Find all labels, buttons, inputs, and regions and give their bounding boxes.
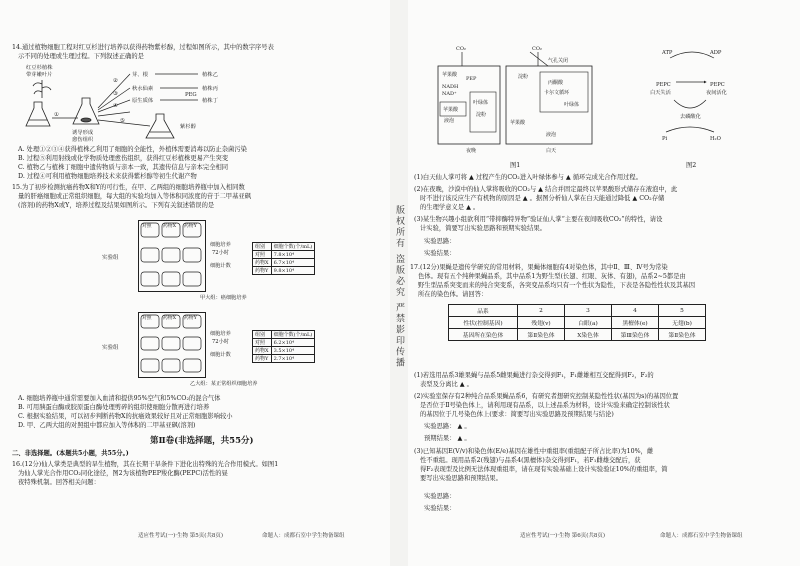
q14-callus-label-1: 诱导形成 <box>72 130 94 136</box>
erlenmeyer-flask-icon <box>146 114 174 138</box>
fig2-pepc-2a: PEPC <box>710 82 725 88</box>
q17-part-1-line-2: 表型及分离比 ▲ 。 <box>420 381 473 388</box>
fig1-bottom-night: 夜晚 <box>466 148 477 154</box>
q14-callus-label-2: 愈伤组织 <box>72 137 94 143</box>
q15-option-a: A. 细胞培养瓶中通常需要加入血清和提供95%空气和5%CO₂的混合气体 <box>18 395 221 402</box>
table-row2-3: X染色体 <box>565 329 612 341</box>
q14-source-label-1: 红豆杉植株 <box>26 65 53 71</box>
fig1-flask-label-2: 药物X <box>163 224 177 229</box>
fig1-right-1: PEP <box>466 76 477 82</box>
q17-part-2-result: 预期结果： ▲ 。 <box>424 435 471 442</box>
q14-source-label-2: 带芽嫩叶片 <box>26 72 53 78</box>
q16-stem-line-2: 为仙人掌光合作用CO₂同化途径，图2为该植物PEP羧化酶(PEPC)活性的昼 <box>18 470 228 477</box>
part-heading: 二、非选择题。(本题共5小题，共55分。) <box>12 450 129 457</box>
q14-option-a: A. 处理①②③④获得植株乙利用了细胞的全能性，外植体需要消毒以防止杂菌污染 <box>18 146 247 153</box>
q17-stem-line-1: 17.(12分)果蝇是遗传学研究的常用材料，果蝇体细胞有4对染色体，其中Ⅱ、Ⅲ、Ⅳ号为常染 <box>410 264 668 271</box>
q15-option-d: D. 甲、乙两大组的对照组中都应加入等体积的二甲基亚砜(溶剂) <box>18 422 196 429</box>
fig2-pepc-1b: 白天失活 <box>650 90 671 96</box>
fig1-right-3: 叶绿体 <box>564 102 580 108</box>
fig1-flask-label-3: 药物Y <box>184 224 197 229</box>
fig1-right-6: 苹果酸 <box>510 120 526 126</box>
q17-part-2-line-2: 是否位于Ⅱ号染色体上，请利用现有品系，以上述品系为材料，设计实验来确定控制该性状 <box>420 402 670 409</box>
q17-part-1-line-1: (1)若选用品系3雄果蝇与品系5雌果蝇进行杂交得到F₁，F₁雌雄相互交配得到F₂，F₂的 <box>414 372 654 379</box>
copyright-notice: 版权所有 盗版必究 严禁影印传播 <box>394 205 404 369</box>
fig1-co2-right: CO₂ <box>532 46 542 52</box>
fig1-mid-1: 细胞培养 <box>210 242 231 248</box>
fig1-right-7: 液泡 <box>546 132 557 138</box>
table-row2-5: 第Ⅱ染色体 <box>659 329 706 341</box>
fig1-group-label: 实验组 <box>102 255 119 261</box>
table-row1-4: 黑檀体(e) <box>612 317 659 329</box>
q15-option-b: B. 可用胰蛋白酶或胶原蛋白酶处理剪碎的组织使细胞分散再进行培养 <box>18 404 210 411</box>
fig2-flask-label-2: 药物X <box>163 316 177 321</box>
q17-part-2-line-1: (2)实验室保存有2种纯合品系果蝇品系6，有研究者想研究控制某隐性性状(基因为s)的基因位置 <box>414 393 679 400</box>
fig1-row2-count: 6.7×10⁴ <box>271 259 315 267</box>
table-head-2: 2 <box>518 305 565 317</box>
q16-result-label: 实验结果： <box>424 250 456 257</box>
fig1-mid-2: 72小时 <box>212 250 229 256</box>
q14-step-3: ③ <box>113 91 118 97</box>
figure-1-co2-pathway <box>436 44 596 154</box>
fig1-left-2: NADH <box>442 84 459 90</box>
q14-chem-1: 秋水仙素 <box>132 86 154 92</box>
q16-idea-label: 实验思路： <box>424 238 456 245</box>
fig2-atp: ATP <box>662 50 673 56</box>
q16-stem-line-1: 16.(12分)仙人掌类是典型的旱生植物，其在长期干旱条件下进化出特殊的光合作用模式。如图1 <box>12 461 279 468</box>
q17-part-3-line-2: 性不重组。现用品系2(残翅)与品系4(黑檀体)杂交得到F₁，若F₁雌雄交配后，获 <box>420 457 641 464</box>
callus-flask-icon <box>73 98 99 124</box>
plant-sprig-icon <box>33 80 51 98</box>
fig1-bottom-day: 白天 <box>546 148 557 154</box>
fig1-right-2: 淀粉 <box>518 74 529 80</box>
q15-figure-1 <box>102 214 350 304</box>
q14-step-2: ② <box>113 78 118 84</box>
fig2-adp: ADP <box>710 50 722 56</box>
fig2-row3-group: 药物Y <box>253 355 272 363</box>
q15-stem-line-3: (溶剂)的药物X或Y，培养过程及结果如图所示。下列有关叙述错误的是 <box>18 202 215 209</box>
left-footer-author: 命题人：成都石室中学生物备课组 <box>262 533 345 539</box>
q16-part-3-line-1: (3)某生物兴趣小组欲利用“带抑酶特异物”验证仙人掌“主要在夜间吸收CO₂”的特性，请设 <box>414 216 663 223</box>
q14-top-label: 芽、根 <box>132 72 148 78</box>
q14-step-5: ⑤ <box>120 118 125 124</box>
fig1-th-group: 组别 <box>253 243 272 251</box>
fig2-th-count: 细胞个数(个/mL) <box>271 331 315 339</box>
table-row2-2: 第Ⅱ染色体 <box>518 329 565 341</box>
fig1-left-sub-1: 叶绿体 <box>473 100 489 106</box>
fig2-pepc-1a: PEPC <box>656 82 671 88</box>
fig1-mid-3: 细胞计数 <box>210 263 231 269</box>
q14-stem-line-2: 示不同的处理或生理过程。下列叙述正确的是 <box>18 53 144 60</box>
table-row1-2: 残翅(v) <box>518 317 565 329</box>
fig1-result-table <box>252 242 315 275</box>
q14-product-1: 植株乙 <box>202 72 218 78</box>
fig2-h2o: H₂O <box>710 136 721 142</box>
fig1-left-4: 苹果酸 <box>443 107 459 113</box>
fig2-arrow-label: 去磷酸化 <box>680 114 701 120</box>
fig2-pi: Pi <box>662 136 668 142</box>
q16-part-3-line-2: 计实验，简要写出实验思路和预期实验结果。 <box>420 225 546 232</box>
fig1-stomata-label: 气孔关闭 <box>548 58 569 64</box>
table-head-5: 5 <box>659 305 706 317</box>
q14-option-b: B. 过程⑤利用射线或化学物质处理愈伤组织，获得红豆杉植株更易产生突变 <box>18 155 229 162</box>
figure-2-label: 图2 <box>686 162 697 169</box>
culture-flask-icon <box>26 102 50 126</box>
q17-part-3-line-4: 要写出实验思路和预期结果。 <box>420 475 502 482</box>
table-row1-5: 无翅(b) <box>659 317 706 329</box>
table-row2-4: 第Ⅲ染色体 <box>612 329 659 341</box>
figure-1-label: 图1 <box>510 162 521 169</box>
fig1-right-4: 丙酮酸 <box>548 80 564 86</box>
fig1-row1-count: 7.8×10⁴ <box>271 251 315 259</box>
fig2-row1-count: 6.2×10⁴ <box>271 339 315 347</box>
q16-part-2-line-1: (2)在夜晚，沙漠中的仙人掌将吸收的CO₂与 ▲ 结合并固定最终以苹果酸形式储存在液泡中，此 <box>414 186 678 193</box>
q14-culture-diagram <box>20 62 310 144</box>
fig1-row1-group: 对照 <box>253 251 272 259</box>
q14-step-1: ① <box>54 112 59 118</box>
q17-idea-label: 实验思路： <box>424 493 456 500</box>
q17-stem-line-2: 色体。现有五个纯种果蝇品系，其中品系1为野生型(长翅、红眼、灰体、有翅)，品系2~5都是由 <box>418 273 686 280</box>
table-head-3: 3 <box>565 305 612 317</box>
table-head-4: 4 <box>612 305 659 317</box>
fig2-flask-label-3: 药物Y <box>184 316 197 321</box>
fig2-row2-count: 3.5×10⁴ <box>271 347 315 355</box>
table-row1-label: 性状(控制基因) <box>449 317 518 329</box>
fig2-result-table <box>252 330 315 363</box>
q15-option-c: C. 根据实验结果，可以初步判断药物X的抗癌效果较好且对正常细胞影响较小 <box>18 413 233 420</box>
q14-option-d: D. 过程④可利用植物细胞培养技术来获得紫杉醇等初生代谢产物 <box>18 173 197 180</box>
fig1-left-5: 液泡 <box>444 118 455 124</box>
q17-part-2-idea: 实验思路： ▲ 。 <box>424 423 471 430</box>
table-row1-3: 白眼(a) <box>565 317 612 329</box>
fig2-pepc-2b: 夜间活化 <box>706 90 727 96</box>
fig2-row2-group: 药物X <box>253 347 272 355</box>
q17-part-3-line-1: (3)已知基因E(V/v)和染色体(E/e)基因在雄性中重组率(重组配子所占比率)为10%，雌 <box>414 448 654 455</box>
fig2-mid-2: 72小时 <box>212 339 229 345</box>
fig2-group-label: 实验组 <box>102 345 119 351</box>
q14-option-c: C. 植物乙与植株丁细胞中遗传物质与亲本一致，其遗传信息与亲本完全相同 <box>18 164 229 171</box>
q14-chem-2: 原生质体 <box>132 98 154 104</box>
q17-stem-line-4: 所在的染色体。请回答： <box>418 291 488 298</box>
q14-stem-line-1: 14.通过植物细胞工程对红豆杉进行培养以获得药物紫杉醇，过程如图所示，其中的数字序号表 <box>12 44 274 51</box>
q17-part-3-line-3: 得F₂表现型及比例无法体现重组率，请在现有实验基础上设计实验验证10%的重组率，简 <box>420 466 668 473</box>
fig2-caption: 乙大组：某正常组织细胞培养 <box>190 381 258 387</box>
fig2-mid-1: 细胞培养 <box>210 331 231 337</box>
q17-result-label: 实验结果： <box>424 505 456 512</box>
fig2-mid-3: 细胞计数 <box>210 352 231 358</box>
fig2-row3-count: 2.7×10⁴ <box>271 355 315 363</box>
q15-figure-2 <box>102 308 350 392</box>
q14-step-4: ④ <box>113 103 118 109</box>
fig1-left-3: NAD⁺ <box>442 91 457 97</box>
fig2-row1-group: 对照 <box>253 339 272 347</box>
q14-chem-3: PEG <box>185 92 197 98</box>
q17-part-2-line-3: 的基因位于几号染色体上(要求：简要写出实验思路及预期结果与结论) <box>420 411 614 418</box>
fig1-left-1: 苹果酸 <box>442 72 458 78</box>
section-title: 第Ⅱ卷(非选择题，共55分) <box>150 436 254 446</box>
q14-product-3: 植株丁 <box>202 98 218 104</box>
table-row2-label: 基因所在染色体 <box>449 329 518 341</box>
fig2-flask-label-1: 对照 <box>142 316 152 321</box>
table-head-strain: 品系 <box>449 305 518 317</box>
fig1-row3-group: 药物Y <box>253 267 272 275</box>
right-footer-author: 命题人：成都石室中学生物备课组 <box>660 533 743 539</box>
fig1-row3-count: 9.8×10⁴ <box>271 267 315 275</box>
fig1-row2-group: 药物X <box>253 259 272 267</box>
fig1-right-5: 卡尔文循环 <box>544 90 570 96</box>
figure-2-pepc-regulation <box>640 46 750 146</box>
right-footer-page: 适应性考试(一)·生物 第6页(共8页) <box>520 533 606 539</box>
left-footer-page: 适应性考试(一)·生物 第5页(共8页) <box>138 533 224 539</box>
q16-part-2-line-2: 时不进行该反应生产有机物的原因是 ▲ 。据图分析仙人掌在白天能通过降低 ▲ CO₂存储 <box>420 195 665 202</box>
q16-part-2-line-3: 的生理学意义是 ▲ 。 <box>420 204 480 211</box>
q14-product-4: 紫杉醇 <box>180 124 196 130</box>
q16-stem-line-3: 夜特殊机制。回答相关问题： <box>18 479 100 486</box>
fig2-th-group: 组别 <box>253 331 272 339</box>
fig1-th-count: 细胞个数(个/mL) <box>271 243 315 251</box>
fig1-left-sub-2: 淀粉 <box>476 112 487 118</box>
mutant-strain-table <box>448 304 706 341</box>
fig1-caption: 甲大组：癌细胞培养 <box>200 295 247 301</box>
fig1-co2-left: CO₂ <box>456 46 466 52</box>
q15-stem-line-1: 15.为了初步检测抗癌药物X和Y的可行性，在甲、乙两组的细胞培养瓶中加入相同数 <box>12 184 245 191</box>
q14-product-2: 植株丙 <box>202 86 218 92</box>
q15-stem-line-2: 量的肝癌细胞或正常组织细胞，每大组的实验均加入等体积同浓度的苷于二甲基亚砜 <box>18 193 251 200</box>
q17-stem-line-3: 野生型品系突变而来的纯合突变系，各突变品系均只有一个性状为隐性，下表是各隐性性状及其基因 <box>418 282 696 289</box>
fig1-flask-label-1: 对照 <box>142 224 152 229</box>
q16-part-1: (1)白天仙人掌可将 ▲ 过程产生的CO₂进入叶绿体参与 ▲ 循环完成光合作用过程。 <box>414 174 643 181</box>
